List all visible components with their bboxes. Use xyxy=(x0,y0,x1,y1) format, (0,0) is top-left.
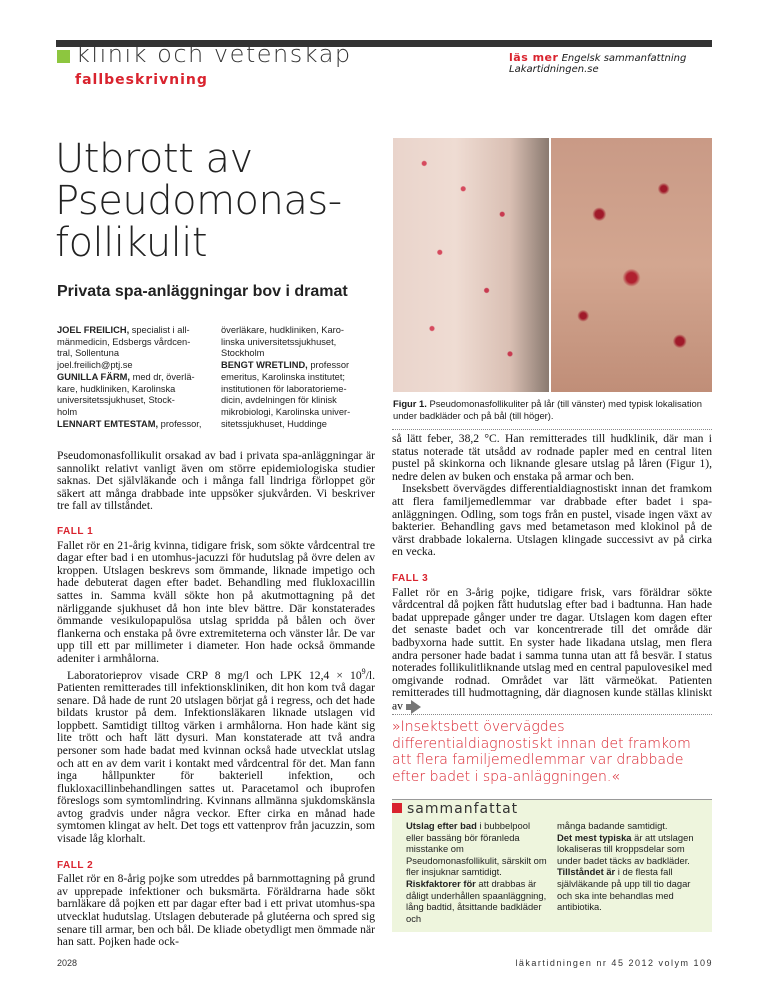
pull-quote: »Insektsbett övervägdes differentialdiagnostiskt innan det framkom att flera familjemedlemmar var drabbade efter badet i spa-anläggningen.« xyxy=(392,719,691,785)
title-line: Utbrott av xyxy=(55,136,253,182)
case-heading: FALL 2 xyxy=(57,859,94,871)
body-paragraph: Fallet rör en 8-årig pojke som utreddes på barnmottagning på grund av upprepade infektioner och buksmärta. Föräldrarna hade sökt barnläkare då pojken ett par dagar efter bad i ett privat utomhus-spa utvecklat hudutslag. Utslagen debuterade på glutéerna och spred sig senare till armar, ben och bål. De kliade obetydligt men ömmade när han satt. Pojken hade ock- xyxy=(57,872,375,949)
author-affil: professor xyxy=(307,360,350,371)
author-affil: mikrobiologi, Karolinska univer- xyxy=(221,406,351,417)
summary-column-2 xyxy=(557,820,707,913)
author-affil: dicin, avdelningen för klinisk xyxy=(221,395,337,406)
author-affil: institutionen för laboratorieme- xyxy=(221,383,347,394)
author-affil: holm xyxy=(57,406,78,417)
author-name: GUNILLA FÄRM, xyxy=(57,371,130,382)
author-affil: överläkare, hudkliniken, Karo- xyxy=(221,325,344,335)
summary-marker-icon xyxy=(392,803,402,813)
case-heading: FALL 1 xyxy=(57,525,94,537)
text-span: /l. Patienten remitterades till infektionskliniken, dit hon kom två dagar senare. Då hade de runt 20 utslagen börjat gå i regress, och det hade bildats krustor på dem. Infektionsläkaren liknade utslagen vid loppbett. Samtidigt tilltog värken i armhålorna. Hon hade känt sig lite trött och haft lätt dysuri. Man konstaterade att två andra personer som hade badat med kvinnan också hade utvecklat utslag och att en av dem varit i kontakt med vårdcentral för det. Man fann inga hållpunkter för bakteriell infektion, och flukloxacillinbehandlingen sattes ut. Paracetamol och ibuprofen föreslogs som symtomlindring. Kvinnans allmänna sjukdomskänsla avtog gradvis under några veckor. Efter cirka en månad hade symtomen klingat av helt. Det togs ett vattenprov från jacuzzin, som visade låg klorhalt. xyxy=(57,668,375,846)
body-paragraph xyxy=(392,587,712,714)
title-line: Pseudomonas- xyxy=(55,178,342,224)
read-more-box[interactable] xyxy=(509,52,709,75)
article-subtitle: Privata spa-anläggningar bov i dramat xyxy=(57,283,348,300)
divider xyxy=(392,429,712,430)
body-paragraph xyxy=(57,666,375,846)
summary-text: i de flesta fall självläkande på upp till tio dagar och ska inte behandlas med antibiotika. xyxy=(557,866,691,913)
author-affil: emeritus, Karolinska institutet; xyxy=(221,371,346,382)
summary-lead: Det mest typiska xyxy=(557,831,632,843)
body-paragraph: Fallet rör en 21-årig kvinna, tidigare frisk, som sökte vårdcentral tre dagar efter bad i en utomhus-jacuzzi för hudutslag på övre delen av kroppen. Utslagen beskrevs som ömmande, liknade impetigo och hade debuterat dagen efter badet. Behandling med flukloxacillin sattes in. Samma kväll sökte hon på akutmottagning på det närliggande sjukhuset då hon inte blev bättre. Där konstaterades ömmande vesikulopapulösa utslag spridda på bålen och över flankerna och enstaka på övre extremiteterna och vänster lår. De var upp till ett par millimeter i diameter. Hon hade också ömmande adeniter i armhålorna. xyxy=(57,538,375,665)
body-paragraph: Inseksbett övervägdes differentialdiagnostiskt innan det framkom att flera familjemedlemmar var drabbade efter badet i spa-anläggningen. Odling, som togs från en pustel, visade ingen växt av bakterier. Behandling gavs med betametason med klokinol på de värst drabbade lokalerna. Utslagen klingade successivt av på cirka en vecka. xyxy=(392,482,712,559)
author-affil: specialist i all- xyxy=(129,325,190,335)
text-span: Fallet rör en 3-årig pojke, tidigare frisk, vars föräldrar sökte vårdcentral då pojken fått hudutslag efter bad i badtunna. Han hade badat upprepade gånger under tre dagar. Utslagen kom dagen efter det senaste badet och var koncentrerade till det område där badbyxorna hade suttit. En syster hade likadana utslag, men flera andra personer hade badat i samma tunna utan att få besvär. I status noterades follikulitliknande utslag med en central papulovesikel med omgivande rodnad. Området var lätt värmeökat. Patienten remitterades till hudmottagning, där diagnosen kunde ställas kliniskt av xyxy=(392,585,712,713)
figure-photo-thigh xyxy=(393,138,549,392)
summary-lead: Tillståndet är xyxy=(557,866,616,878)
author-list-col1 xyxy=(57,325,211,430)
author-affil: universitetssjukhuset, Stock- xyxy=(57,395,175,406)
author-email[interactable]: joel.freilich@ptj.se xyxy=(57,360,133,371)
author-name: LENNART EMTESTAM, xyxy=(57,418,159,429)
author-affil: linska universitetssjukhuset, xyxy=(221,336,337,347)
read-more-label: läs mer xyxy=(509,51,559,64)
summary-lead: Utslag efter bad xyxy=(406,820,477,831)
case-heading: FALL 3 xyxy=(392,572,429,584)
figure-photo-trunk xyxy=(551,138,712,392)
author-affil: tral, Sollentuna xyxy=(57,348,120,359)
page-number: 2028 xyxy=(57,958,78,968)
author-affil: sitetssjukhuset, Huddinge xyxy=(221,418,327,429)
author-affil: mänmedicin, Edsbergs vårdcen- xyxy=(57,336,191,347)
figure-caption xyxy=(393,398,713,421)
author-list-col2 xyxy=(221,325,381,430)
summary-text: många badande samtidigt. xyxy=(557,820,668,831)
author-affil: Stockholm xyxy=(221,348,265,359)
author-affil: kare, hudkliniken, Karolinska xyxy=(57,383,176,394)
summary-text: i bubbelpool eller bassäng bör föranleda misstanke om Pseudomonasfollikulit, särskilt om fler insjuknar samtidigt. xyxy=(406,820,547,878)
read-more-text: Engelsk sammanfattning xyxy=(561,53,687,64)
article-title xyxy=(55,138,385,264)
summary-text: är att utslagen lokaliseras till kroppsdelar som under badet täcks av badkläder. xyxy=(557,831,694,866)
journal-footer: läkartidningen nr 45 2012 volym 109 xyxy=(515,958,713,968)
superscript: 9 xyxy=(361,666,366,676)
body-column-2 xyxy=(392,433,712,714)
section-marker-icon xyxy=(57,50,70,63)
read-more-site[interactable]: Lakartidningen.se xyxy=(509,64,599,75)
summary-heading xyxy=(392,801,518,817)
text-span: Laboratorieprov visade CRP 8 mg/l och LPK 12,4 × 10 xyxy=(67,668,362,682)
figure-caption-text: Pseudomonasfollikuliter på lår (till vänster) med typisk lokalisation under badkläder och på bål (till höger). xyxy=(393,398,702,421)
section-title: klinik och vetenskap xyxy=(76,40,352,68)
intro-paragraph: Pseudomonasfollikulit orsakad av bad i privata spa-anläggningar är sannolikt relativt vanligt även om större epidemiologiska studier saknas. Det självläkande och i många fall lindriga förloppet gör säkert att många drabbade inte uppsöker sjukvården. Vi beskriver tre fall av tillståndet. xyxy=(57,449,375,513)
continue-arrow-icon[interactable] xyxy=(411,700,421,714)
summary-column-1 xyxy=(406,820,550,924)
body-paragraph: så lätt feber, 38,2 °C. Han remitterades till hudklinik, där man i status noterade tät utsådd av rodnade papler med en central liten pustel på skinkorna och liknande glesare utslag på låren (Figur 1), nedre delen av buken och enstaka på armar och ben. xyxy=(392,432,712,483)
body-column-1 xyxy=(57,450,375,949)
summary-heading-text: sammanfattat xyxy=(407,801,519,817)
title-line: follikulit xyxy=(55,220,208,266)
author-name: JOEL FREILICH, xyxy=(57,325,130,335)
summary-text: att drabbas är dåligt underhållen spaanläggning, lång badtid, åtsittande badkläder och xyxy=(406,877,547,924)
author-name: BENGT WRETLIND, xyxy=(221,360,308,371)
author-affil: med dr, överlä- xyxy=(130,371,195,382)
summary-lead: Riskfaktorer för xyxy=(406,877,476,889)
figure-label: Figur 1. xyxy=(393,398,427,409)
summary-box xyxy=(392,799,712,932)
author-affil: professor, xyxy=(158,418,202,429)
subsection-title: fallbeskrivning xyxy=(75,72,208,88)
divider xyxy=(392,714,712,715)
